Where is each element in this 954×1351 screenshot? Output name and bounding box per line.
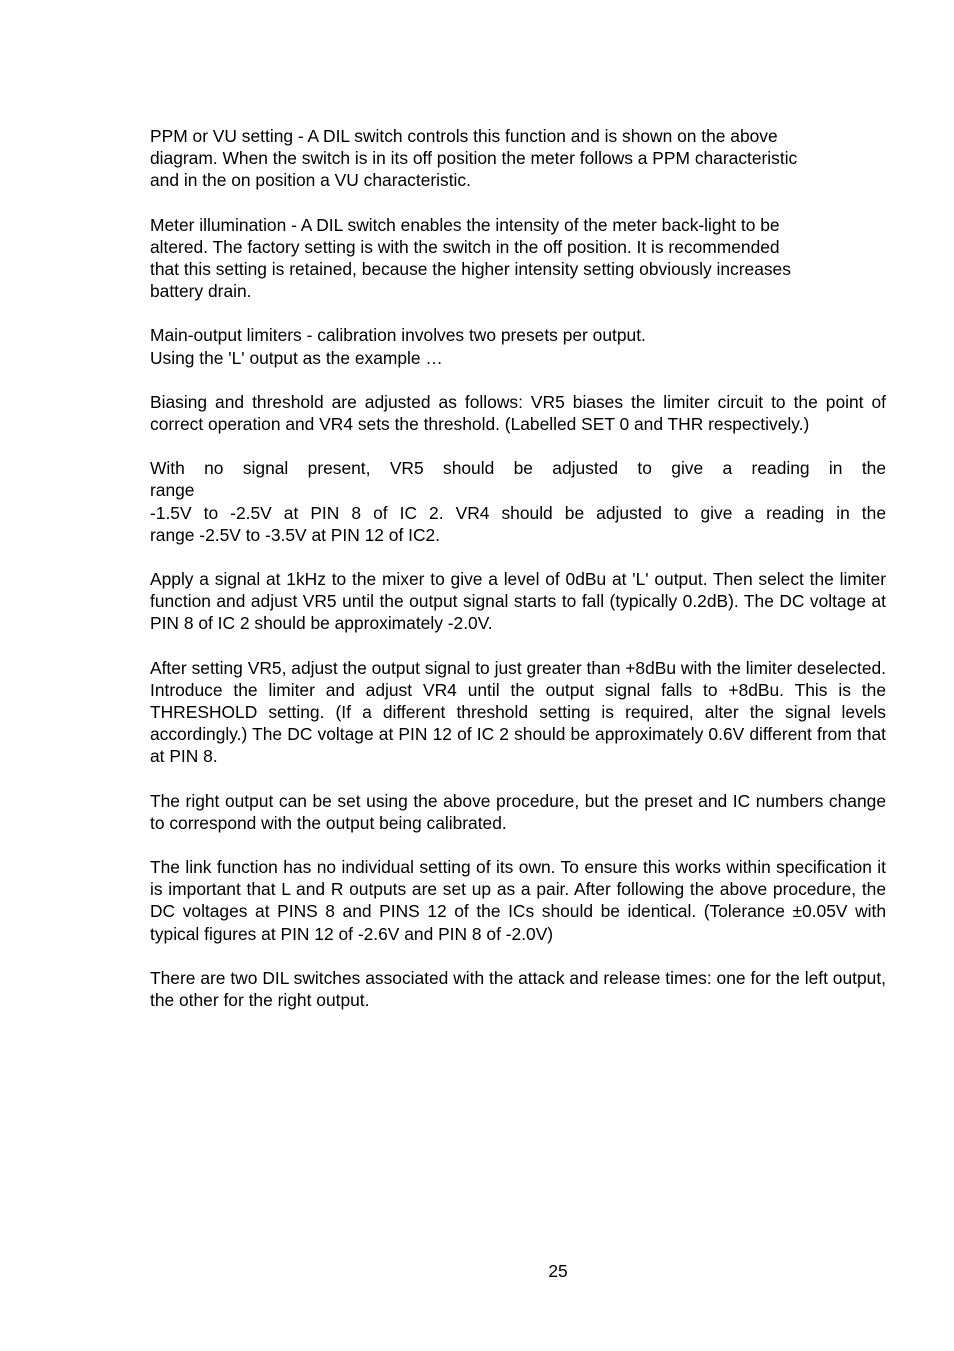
paragraph-after-setting-vr5: After setting VR5, adjust the output signal to just greater than +8dBu with the limiter deselected. Introduce the limiter and adjust VR4 until the output signal falls to +8dBu. This is the THRESHOLD setting. (If a different threshold setting is required, alter the signal levels accordingly.) The DC voltage at PIN 12 of IC 2 should be approximately 0.6V different from that at PIN 8. (150, 657, 886, 767)
paragraph-right-output: The right output can be set using the above procedure, but the preset and IC numbers change to correspond with the output being calibrated. (150, 790, 886, 833)
text-line: Using the 'L' output as the example … (150, 347, 443, 368)
paragraph-biasing-threshold: Biasing and threshold are adjusted as follows: VR5 biases the limiter circuit to the point of correct operation and VR4 sets the threshold. (Labelled SET 0 and THR respectively.) (150, 391, 886, 435)
paragraph-apply-signal: Apply a signal at 1kHz to the mixer to give a level of 0dBu at 'L' output. Then select the limiter function and adjust VR5 until the output signal starts to fall (typically 0.2dB). The DC voltage at PIN 8 of IC 2 should be approximately -2.0V. (150, 569, 886, 634)
text-line: Meter illumination - A DIL switch enables the intensity of the meter back-light to be (150, 214, 780, 235)
text-line: -1.5V to -2.5V at PIN 8 of IC 2. VR4 should be adjusted to give a reading in the (150, 502, 886, 523)
text-line: altered. The factory setting is with the switch in the off position. It is recommended (150, 236, 780, 257)
paragraph-dil-switches-attack-release: There are two DIL switches associated with the attack and release times: one for the left output, the other for the right output. (150, 967, 886, 1011)
text-line: range (150, 480, 195, 501)
text-line: PPM or VU setting - A DIL switch controls this function and is shown on the above (150, 126, 778, 146)
text-line: battery drain. (150, 281, 252, 302)
text-line: With no signal present, VR5 should be adjusted to give a reading in the (150, 458, 886, 479)
paragraph-main-output-limiters (150, 324, 886, 368)
text-line: diagram. When the switch is in its off position the meter follows a PPM characteristic (150, 148, 798, 169)
document-body (150, 125, 886, 1033)
paragraph-no-signal (150, 457, 886, 546)
page-number: 25 (548, 1261, 568, 1281)
paragraph-ppm-vu-setting (150, 125, 886, 192)
text-line: range -2.5V to -3.5V at PIN 12 of IC2. (150, 524, 441, 545)
text-line: Main-output limiters - calibration involves two presets per output. (150, 325, 646, 346)
paragraph-link-function: The link function has no individual setting of its own. To ensure this works within specification it is important that L and R outputs are set up as a pair. After following the above procedure, the DC voltages at PINS 8 and PINS 12 of the ICs should be identical. (Tolerance ±0.05V with typical figures at PIN 12 of -2.6V and PIN 8 of -2.0V) (150, 857, 886, 944)
paragraph-meter-illumination (150, 214, 886, 303)
text-line: and in the on position a VU characteristic. (150, 170, 471, 191)
text-line: that this setting is retained, because the higher intensity setting obviously increases (150, 259, 791, 280)
